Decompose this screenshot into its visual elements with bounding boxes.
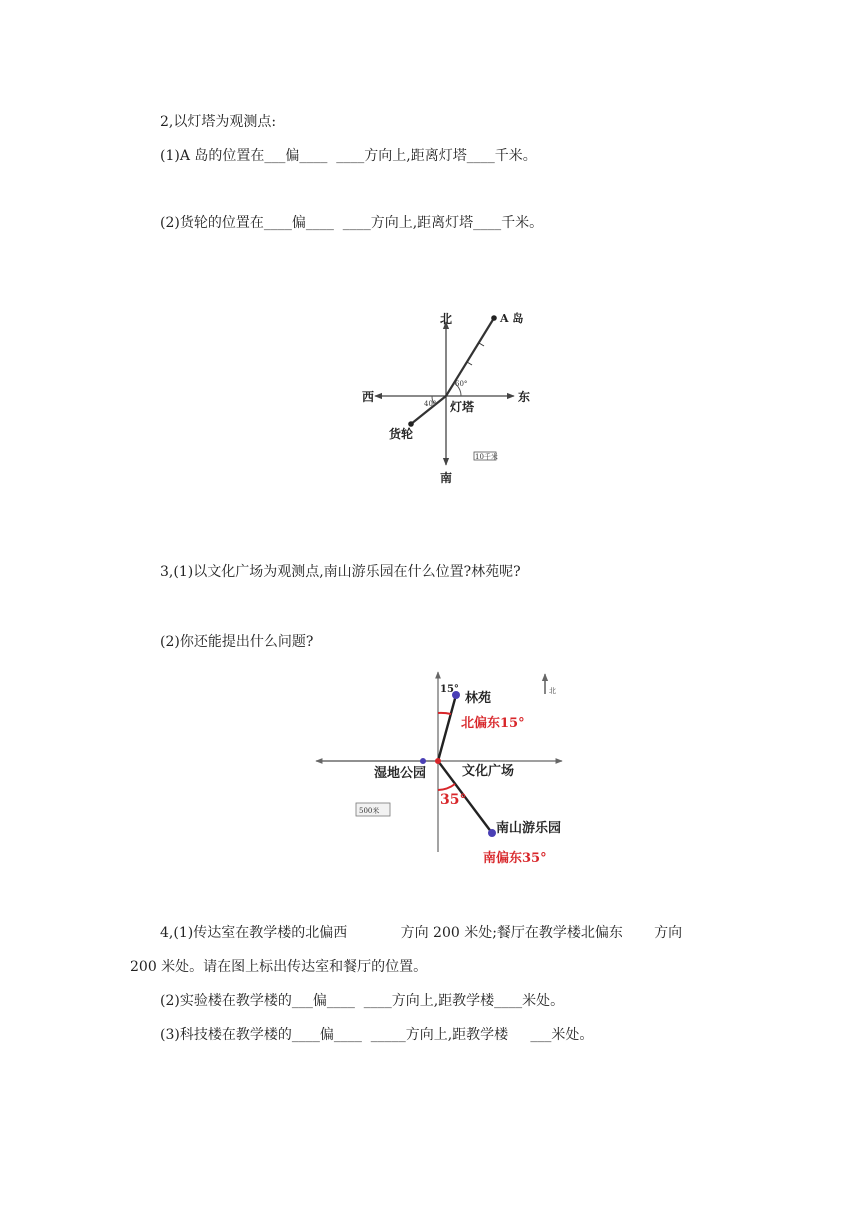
q2-question-2: (2)货轮的位置在____偏____ ____方向上,距离灯塔____千米。 [160,215,544,231]
linyuan-ray [438,695,456,761]
north-angle-arc [438,713,451,714]
nanshan-label: 南山游乐园 [496,821,562,836]
linyuan-label: 林苑 [465,691,492,706]
q2-east-label: 东 [518,390,531,404]
wetland-label: 湿地公园 [374,766,427,781]
q2-south-label: 南 [440,471,453,485]
q4-question-1: 4,(1)传达室在教学楼的北偏西 方向 200 米处;餐厅在教学楼北偏东 方向 [160,925,683,941]
nanshan-point [488,829,496,837]
north-marker-label: 北 [549,687,556,695]
island-label: A 岛 [500,312,524,325]
ship-angle-label: 40° [424,400,437,408]
q4-question-1-continued: 200 米处。请在图上标出传达室和餐厅的位置。 [130,959,428,975]
q3-scale-label: 500米 [359,807,380,815]
wetland-point [420,758,426,764]
q2-heading: 2,以灯塔为观测点: [160,114,277,130]
lighthouse-label: 灯塔 [450,400,475,414]
q3-question-2: (2)你还能提出什么问题? [160,634,314,650]
q2-north-label: 北 [440,312,453,326]
plaza-point [435,758,441,764]
q4-question-3: (3)科技楼在教学楼的____偏____ _____方向上,距教学楼 ___米处。 [160,1027,594,1043]
red-south-direction: 南偏东35° [483,851,547,866]
q3-question-1: 3,(1)以文化广场为观测点,南山游乐园在什么位置?林苑呢? [160,564,521,580]
q2-west-label: 西 [362,390,375,404]
red-north-direction: 北偏东15° [461,716,525,731]
plaza-label: 文化广场 [462,764,515,779]
south-angle-arc [438,784,455,790]
island-angle-label: 60° [455,380,468,388]
q2-scale-label: 10千米 [475,453,498,461]
q2-question-1: (1)A 岛的位置在___偏____ ____方向上,距离灯塔____千米。 [160,148,537,164]
q4-question-2: (2)实验楼在教学楼的___偏____ ____方向上,距教学楼____米处。 [160,993,565,1009]
angle-35-label: 35° [440,792,467,808]
angle-15-label: 15° [440,684,459,695]
ship-label: 货轮 [389,427,414,441]
